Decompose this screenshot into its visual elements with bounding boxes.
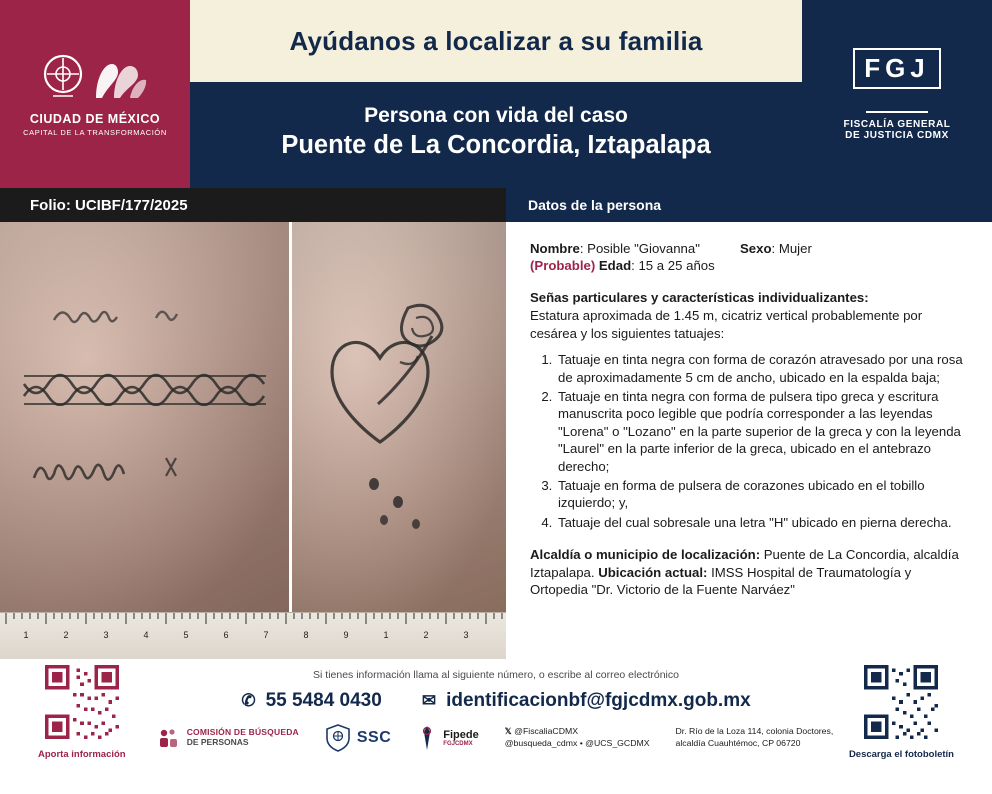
org-ssc bbox=[325, 724, 391, 752]
poster-body bbox=[0, 222, 992, 659]
sex-value: Mujer bbox=[778, 241, 812, 256]
age-row bbox=[530, 257, 972, 274]
list-item: 1. Tatuaje en tinta negra con forma de corazón atravesado por una rosa de aproximadamente 5 cm de ancho, ubicado en la espalda baja; bbox=[556, 351, 972, 386]
current-location-label: Ubicación actual: bbox=[598, 564, 708, 580]
contact-row bbox=[0, 690, 992, 712]
banner-help-text: Ayúdanos a localizar a su familia bbox=[289, 25, 703, 56]
fgj-line1: FISCALÍA GENERAL bbox=[843, 118, 951, 130]
photo-scale-ruler: 1 2 3 4 5 6 7 8 9 1 2 3 bbox=[0, 612, 506, 659]
fgj-divider bbox=[866, 111, 928, 113]
poster-footer bbox=[0, 659, 992, 794]
fgj-mark-icon bbox=[853, 48, 941, 89]
qr-report-caption: Aporta información bbox=[38, 749, 126, 760]
datos-bar: Datos de la persona bbox=[506, 188, 992, 222]
fipede-sublabel: FGJCDMX bbox=[443, 741, 473, 747]
phone-icon: ✆ bbox=[241, 691, 256, 710]
name-colon: : bbox=[579, 241, 588, 256]
marks-title: Señas particulares y características individualizantes: bbox=[530, 289, 869, 305]
address-line-2: alcaldía Cuauhtémoc, CP 06720 bbox=[675, 738, 801, 748]
fipede-icon bbox=[417, 725, 437, 751]
skin-shading bbox=[0, 222, 289, 612]
fgj-line2: DE JUSTICIA CDMX bbox=[845, 129, 949, 141]
cdmx-emblem-icon bbox=[40, 52, 150, 104]
alcaldia-value: Puente de La Concordia, alcaldía Iztapalapa. bbox=[530, 547, 959, 580]
sex-colon: : bbox=[771, 241, 779, 256]
current-location-value: IMSS Hospital de Traumatología y Ortopedia "Dr. Victorio de la Fuente Narváez" bbox=[530, 564, 912, 598]
envelope-icon: ✉ bbox=[421, 691, 437, 710]
ruler-tick-marks bbox=[0, 613, 506, 629]
header-banners bbox=[190, 0, 802, 188]
org-logos-row bbox=[0, 724, 992, 752]
bar-row bbox=[0, 188, 992, 222]
office-address bbox=[676, 726, 834, 749]
ruler-ticks bbox=[0, 613, 506, 659]
qr-code-icon[interactable] bbox=[45, 665, 119, 739]
tattoo-script-upper bbox=[48, 300, 208, 330]
qr-report-info[interactable] bbox=[38, 665, 126, 760]
org-fipede bbox=[417, 725, 478, 751]
fgj-logo bbox=[802, 0, 992, 188]
phone-contact[interactable] bbox=[241, 690, 381, 712]
banner-help bbox=[190, 0, 802, 82]
location-block bbox=[530, 546, 972, 598]
fipede-label: Fipede bbox=[443, 729, 479, 741]
poster-header bbox=[0, 0, 992, 188]
address-line-1: Dr. Río de la Loza 114, colonia Doctores, bbox=[675, 726, 834, 737]
tattoo-list bbox=[556, 351, 972, 531]
tattoo-photo-back bbox=[289, 222, 506, 612]
tattoo-braid-band bbox=[22, 372, 268, 406]
name-label: Nombre bbox=[530, 241, 580, 256]
fgj-mark-text: FGJ bbox=[864, 52, 930, 83]
tattoo-script-lower bbox=[30, 452, 210, 486]
busqueda-icon bbox=[159, 728, 181, 748]
cdmx-logo bbox=[0, 0, 190, 188]
org-line1: COMISIÓN DE BÚSQUEDA bbox=[186, 727, 299, 738]
social-handle-1: @FiscaliaCDMX bbox=[514, 726, 579, 737]
ssc-label: SSC bbox=[356, 729, 392, 746]
sex-label: Sexo bbox=[740, 241, 772, 256]
alcaldia-label: Alcaldía o municipio de localización: bbox=[530, 547, 761, 563]
ssc-shield-icon bbox=[325, 724, 351, 752]
banner-case-line2: Puente de La Concordia, Iztapalapa bbox=[281, 131, 711, 159]
list-item: 4. Tatuaje del cual sobresale una letra "H" ubicado en pierna derecha. bbox=[556, 514, 972, 531]
photo-grid bbox=[0, 222, 506, 612]
phone-number[interactable]: 55 5484 0430 bbox=[265, 690, 382, 711]
name-value: Posible "Giovanna" bbox=[587, 241, 700, 256]
email-contact[interactable] bbox=[422, 690, 751, 712]
banner-case bbox=[190, 82, 802, 188]
social-row-1 bbox=[505, 726, 650, 738]
age-value: 15 a 25 años bbox=[638, 258, 715, 274]
name-cell bbox=[530, 240, 740, 257]
age-colon: : bbox=[631, 258, 639, 274]
cdmx-slogan: CAPITAL DE LA TRANSFORMACIÓN bbox=[23, 127, 167, 137]
folio-bar: Folio: UCIBF/177/2025 bbox=[0, 188, 506, 222]
sex-cell bbox=[740, 240, 972, 257]
tattoo-drops bbox=[358, 472, 448, 542]
email-address[interactable]: identificacionbf@fgjcdmx.gob.mx bbox=[446, 690, 751, 711]
photo-panel bbox=[0, 222, 506, 659]
age-label: Edad bbox=[598, 258, 632, 274]
probable-note: (Probable) bbox=[530, 258, 596, 274]
cdmx-city-label: CIUDAD DE MÉXICO bbox=[29, 111, 161, 126]
tattoo-photo-forearm bbox=[0, 222, 289, 612]
social-handle-2: @busqueda_cdmx • @UCS_GCDMX bbox=[504, 738, 650, 748]
list-item: 2. Tatuaje en tinta negra con forma de pulsera tipo greca y escritura manuscrita poco legible que podría corresponder a las leyendas "Lorena" o "Lozano" en la parte superior de la greca y con la leyenda "Laurel" en la parte inferior de la greca, ubicado en el antebrazo derecho; bbox=[556, 388, 972, 475]
social-handles bbox=[505, 726, 650, 749]
tattoo-heart-rose bbox=[312, 292, 482, 487]
name-sex-row bbox=[530, 240, 972, 257]
qr-download-bulletin[interactable] bbox=[849, 665, 954, 760]
person-info bbox=[506, 222, 992, 659]
banner-case-line1: Persona con vida del caso bbox=[364, 104, 628, 127]
x-logo-icon: 𝕏 bbox=[504, 726, 512, 737]
list-item: 3. Tatuaje en forma de pulsera de corazones ubicado en el tobillo izquierdo; y, bbox=[556, 477, 972, 512]
org-line2: DE PERSONAS bbox=[186, 737, 249, 747]
qr-code-icon[interactable] bbox=[864, 665, 938, 739]
marks-description: Estatura aproximada de 1.45 m, cicatriz vertical probablemente por cesárea y los siguientes tatuajes: bbox=[530, 308, 923, 341]
contact-instruction: Si tienes información llama al siguiente número, o escribe al correo electrónico bbox=[313, 669, 679, 681]
qr-download-caption: Descarga el fotoboletín bbox=[848, 749, 954, 760]
org-comision-busqueda bbox=[159, 728, 299, 748]
